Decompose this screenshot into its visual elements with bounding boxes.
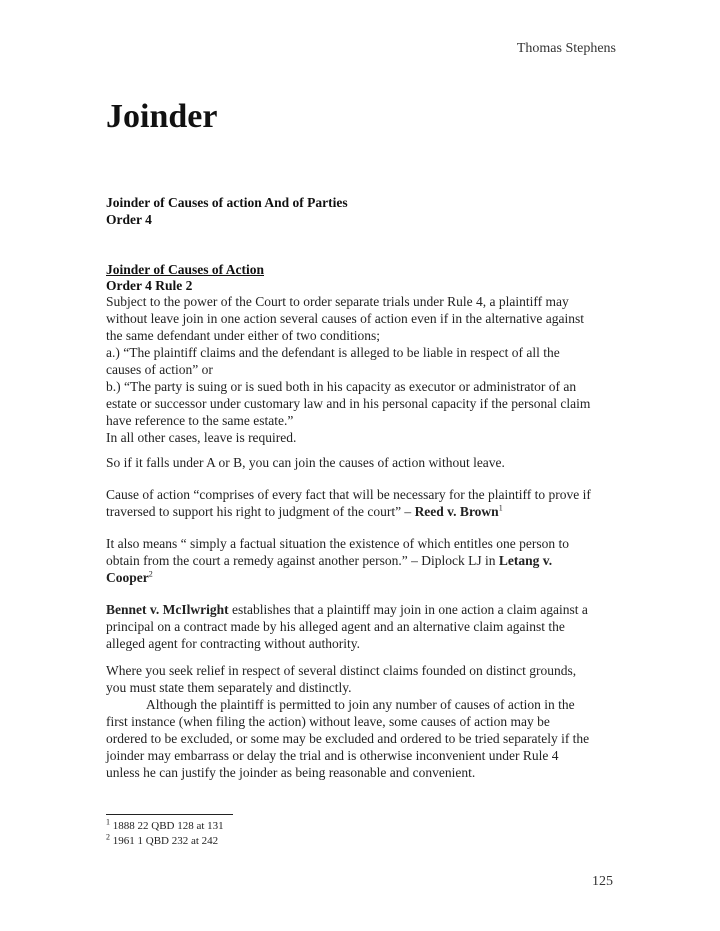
text-line: So if it falls under A or B, you can join the causes of action without leave. (106, 455, 505, 470)
paragraph-cause-of-action (106, 486, 616, 520)
footnote-divider (106, 814, 233, 815)
text-line: unless he can justify the joinder as being reasonable and convenient. (106, 765, 476, 780)
footnote-ref: 1 (498, 503, 503, 513)
text-line: Although the plaintiff is permitted to join any number of causes of action in the (146, 697, 575, 712)
heading-joinder-causes-parties: Joinder of Causes of action And of Parties (106, 195, 348, 210)
paragraph-bennet (106, 601, 616, 652)
paragraph-also-means (106, 535, 616, 586)
case-name: Bennet v. McIlwright (106, 602, 229, 617)
footnote-text: 1961 1 QBD 232 at 242 (110, 835, 219, 847)
text-line (106, 552, 616, 569)
text-line (106, 601, 616, 618)
text-line: principal on a contract made by his alleged agent and an alternative claim against the (106, 619, 565, 634)
text-line: Cause of action “comprises of every fact that will be necessary for the plaintiff to prove if (106, 487, 591, 502)
case-name: Letang v. (498, 553, 553, 568)
text-span: obtain from the court a remedy against another person.” – Diplock LJ in (106, 553, 499, 568)
section-title: Joinder of Causes of Action (106, 262, 265, 277)
page-title: Joinder (106, 98, 218, 135)
paragraph-rule-text (106, 293, 616, 446)
footnote-ref: 2 (148, 569, 153, 579)
text-line: a.) “The plaintiff claims and the defendant is alleged to be liable in respect of all the (106, 345, 560, 360)
text-line: without leave join in one action several causes of action even if in the alternative against (106, 311, 584, 326)
footnote-text: 1888 22 QBD 128 at 131 (110, 820, 224, 832)
footnote-1 (106, 817, 224, 832)
text-line: alleged agent for contracting without authority. (106, 636, 361, 651)
text-line: joinder may embarrass or delay the trial and is otherwise inconvenient under Rule 4 (106, 748, 559, 763)
footnote-number: 2 (106, 832, 110, 842)
header-author: Thomas Stephens (516, 41, 616, 56)
text-span: traversed to support his right to judgment of the court” – (106, 504, 415, 519)
case-name: Cooper (106, 570, 149, 585)
text-line: Subject to the power of the Court to order separate trials under Rule 4, a plaintiff may (106, 294, 569, 309)
text-line: Where you seek relief in respect of several distinct claims founded on distinct grounds, (106, 663, 577, 678)
text-line: you must state them separately and distinctly. (106, 680, 352, 695)
text-line: first instance (when filing the action) without leave, some causes of action may be (106, 714, 550, 729)
text-line (106, 503, 616, 520)
page-number: 125 (592, 874, 613, 889)
text-line: have reference to the same estate.” (106, 413, 294, 428)
heading-order-4: Order 4 (106, 212, 152, 227)
paragraph-summary (106, 454, 616, 471)
text-line: causes of action” or (106, 362, 213, 377)
paragraph-although (106, 696, 616, 781)
text-line: It also means “ simply a factual situation the existence of which entitles one person to (106, 536, 569, 551)
paragraph-relief (106, 662, 616, 696)
text-line: estate or successor under customary law and in his personal capacity if the personal claim (106, 396, 591, 411)
text-line (106, 569, 616, 586)
section-rule: Order 4 Rule 2 (106, 278, 193, 293)
footnote-number: 1 (106, 817, 110, 827)
footnote-2 (106, 832, 219, 847)
text-line: the same defendant under either of two conditions; (106, 328, 381, 343)
text-line: b.) “The party is suing or is sued both in his capacity as executor or administrator of an (106, 379, 577, 394)
text-line: ordered to be excluded, or some may be excluded and ordered to be tried separately if the (106, 731, 590, 746)
text-line: In all other cases, leave is required. (106, 430, 297, 445)
text-span: establishes that a plaintiff may join in one action a claim against a (228, 602, 588, 617)
case-name: Reed v. Brown (414, 504, 499, 519)
